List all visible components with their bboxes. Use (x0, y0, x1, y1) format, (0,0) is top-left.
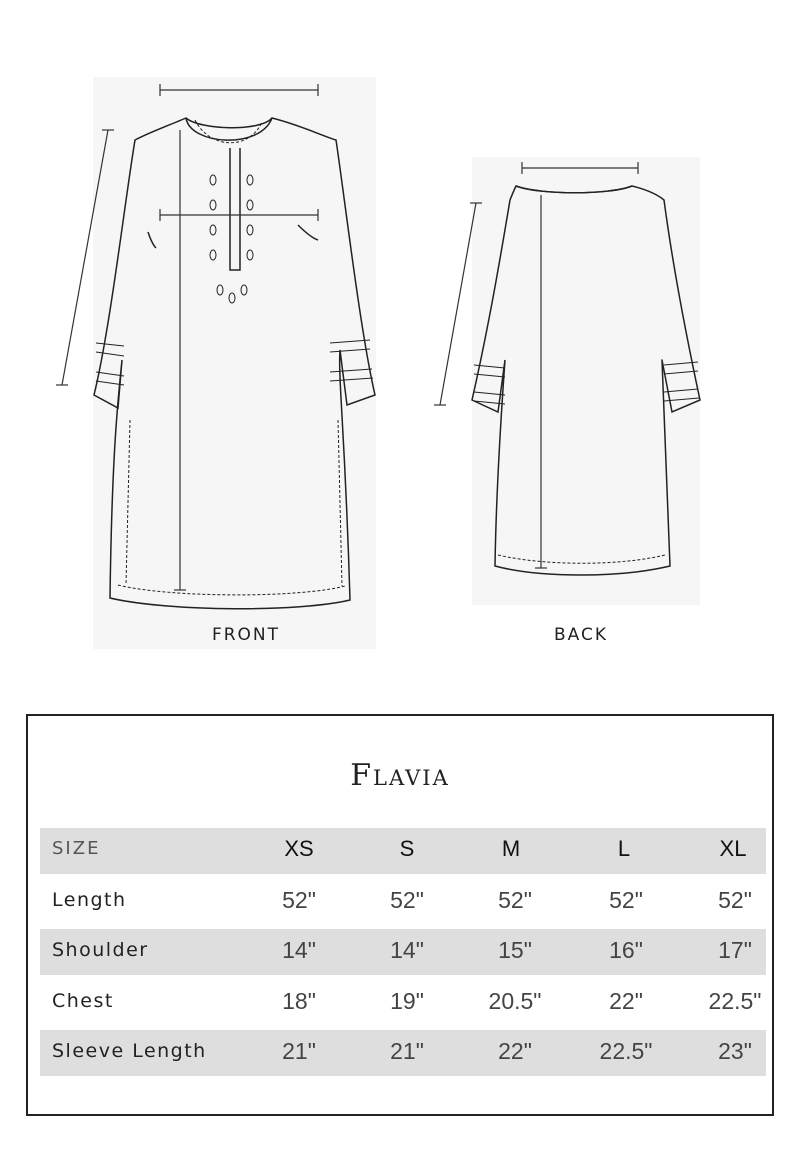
table-cell: 16" (609, 937, 643, 963)
row-label: Chest (52, 990, 114, 1012)
size-xs: XS (284, 836, 314, 861)
row-label: Sleeve Length (52, 1040, 207, 1062)
table-cell: 22.5" (708, 988, 762, 1014)
table-cell: 18" (282, 988, 316, 1014)
table-row-shoulder (40, 929, 766, 975)
table-cell: 17" (718, 937, 752, 963)
table-cell: 52" (718, 887, 752, 913)
table-cell: 52" (498, 887, 532, 913)
table-cell: 52" (282, 887, 316, 913)
size-chart-title: Flavia (350, 758, 450, 793)
row-label: Length (52, 889, 127, 911)
size-s: S (399, 836, 415, 861)
size-header-row (40, 828, 766, 874)
table-cell: 22" (609, 988, 643, 1014)
front-measure-lines (56, 84, 318, 590)
front-view-label: FRONT (211, 625, 281, 645)
row-label: Shoulder (52, 939, 149, 961)
table-cell: 14" (282, 937, 316, 963)
embroidery-motif (210, 175, 253, 303)
table-cell: 19" (390, 988, 424, 1014)
back-measure-lines (434, 162, 638, 568)
back-view-label: BACK (553, 625, 608, 645)
table-cell: 14" (390, 937, 424, 963)
size-m: M (501, 836, 521, 861)
size-xl: XL (719, 836, 747, 861)
table-cell: 22.5" (599, 1038, 653, 1064)
table-row-sleeve-length (40, 1030, 766, 1076)
front-garment-drawing (94, 118, 375, 609)
table-cell: 21" (390, 1038, 424, 1064)
table-cell: 22" (498, 1038, 532, 1064)
size-header-label: SIZE (52, 838, 101, 859)
table-cell: 20.5" (488, 988, 542, 1014)
table-row-chest (40, 980, 766, 1026)
table-cell: 21" (282, 1038, 316, 1064)
size-chart (26, 714, 774, 1116)
back-garment-drawing (472, 186, 700, 575)
table-cell: 23" (718, 1038, 752, 1064)
table-cell: 52" (390, 887, 424, 913)
table-row-length (40, 879, 766, 925)
size-l: L (617, 836, 631, 861)
table-cell: 52" (609, 887, 643, 913)
table-cell: 15" (498, 937, 532, 963)
